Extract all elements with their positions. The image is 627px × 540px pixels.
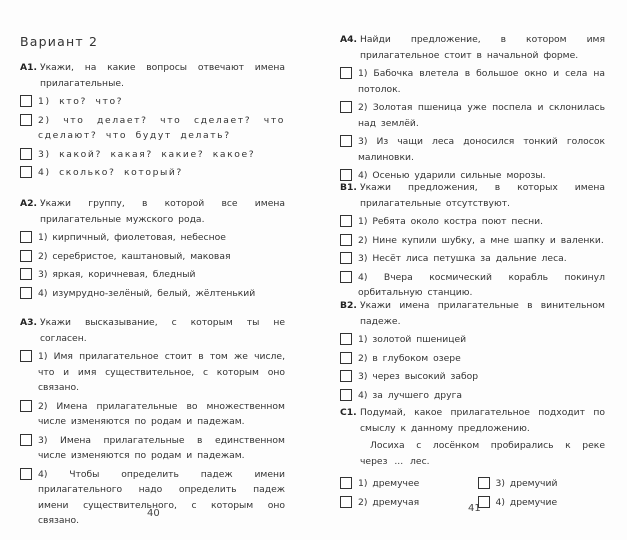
question-a2 [20, 196, 285, 301]
answer-option[interactable]: 2) Нине купили шубку, а мне шапку и валенки. [340, 233, 605, 249]
answer-option[interactable]: 4) дремучие [478, 495, 606, 511]
question-prompt: Укажи, на какие вопросы отвечают имена прилагательные. [40, 62, 285, 89]
checkbox[interactable] [340, 477, 352, 489]
answer-option[interactable]: 4) Вчера космический корабль покинул орбитальную станцию. [340, 270, 605, 301]
checkbox[interactable] [340, 252, 352, 264]
question-a1 [20, 60, 285, 181]
checkbox[interactable] [20, 166, 32, 178]
checkbox[interactable] [340, 496, 352, 508]
right-page [318, 0, 627, 540]
checkbox[interactable] [340, 234, 352, 246]
answer-option[interactable]: 1) Ребята около костра поют песни. [340, 214, 605, 230]
example-sentence: Лосиха с лосёнком пробирались к реке через ... лес. [360, 440, 605, 467]
checkbox[interactable] [20, 231, 32, 243]
answer-option[interactable]: 3) какой? какая? какие? какое? [20, 147, 285, 163]
question-number: B1. [340, 182, 357, 193]
question-prompt: Укажи имена прилагательные в винительном падеже. [360, 300, 605, 327]
answer-option[interactable]: 2) серебристое, каштановый, маковая [20, 249, 285, 265]
checkbox[interactable] [478, 477, 490, 489]
answer-option[interactable]: 3) Из чащи леса доносился тонкий голосок малиновки. [340, 134, 605, 165]
question-prompt: Укажи группу, в которой все имена прилагательные мужского рода. [40, 198, 285, 225]
answer-option[interactable]: 4) изумрудно-зелёный, белый, жёлтенький [20, 286, 285, 302]
question-number: A1. [20, 62, 37, 73]
checkbox[interactable] [20, 114, 32, 126]
question-number: C1. [340, 407, 357, 418]
answer-option[interactable]: 1) дремучее [340, 476, 468, 492]
question-number: A4. [340, 34, 357, 45]
checkbox[interactable] [20, 468, 32, 480]
answer-option[interactable]: 1) кто? что? [20, 94, 285, 110]
question-number: B2. [340, 300, 357, 311]
answer-option[interactable]: 1) Бабочка влетела в большое окно и села на потолок. [340, 66, 605, 97]
answer-option[interactable]: 1) золотой пшеницей [340, 332, 605, 348]
question-prompt: Укажи предложения, в которых имена прилагательные отсутствуют. [360, 182, 605, 209]
checkbox[interactable] [340, 215, 352, 227]
answer-option[interactable]: 4) сколько? который? [20, 165, 285, 181]
checkbox[interactable] [340, 352, 352, 364]
checkbox[interactable] [340, 101, 352, 113]
question-a4 [340, 32, 605, 184]
checkbox[interactable] [340, 135, 352, 147]
left-page [0, 0, 310, 540]
answer-option[interactable]: 3) Имена прилагательные в единственном числе изменяются по родам и падежам. [20, 433, 285, 464]
answer-option[interactable]: 1) кирпичный, фиолетовая, небесное [20, 230, 285, 246]
checkbox[interactable] [20, 400, 32, 412]
checkbox[interactable] [340, 333, 352, 345]
answer-option[interactable]: 2) дремучая [340, 495, 468, 511]
checkbox[interactable] [340, 67, 352, 79]
answer-option[interactable]: 2) Золотая пшеница уже поспела и склонилась над землёй. [340, 100, 605, 131]
question-prompt: Найди предложение, в котором имя прилагательное стоит в начальной форме. [360, 34, 605, 61]
variant-title: Вариант 2 [20, 34, 99, 49]
checkbox[interactable] [340, 370, 352, 382]
question-prompt: Укажи высказывание, с которым ты не согласен. [40, 317, 285, 344]
answer-option[interactable]: 3) дремучий [478, 476, 606, 492]
answer-option[interactable]: 2) в глубоком озере [340, 351, 605, 367]
answer-option[interactable]: 3) через высокий забор [340, 369, 605, 385]
answer-option[interactable]: 4) Осенью ударили сильные морозы. [340, 168, 605, 184]
question-b2 [340, 298, 605, 403]
page-number: 40 [147, 508, 160, 519]
checkbox[interactable] [340, 271, 352, 283]
checkbox[interactable] [20, 268, 32, 280]
answer-option[interactable]: 3) Несёт лиса петушка за дальние леса. [340, 251, 605, 267]
question-c1 [340, 405, 605, 510]
checkbox[interactable] [20, 95, 32, 107]
question-a3 [20, 315, 285, 529]
question-prompt: Подумай, какое прилагательное подходит по смыслу к данному предложению. [360, 407, 605, 434]
answer-option[interactable]: 3) яркая, коричневая, бледный [20, 267, 285, 283]
checkbox[interactable] [20, 250, 32, 262]
answer-option[interactable]: 4) за лучшего друга [340, 388, 605, 404]
answer-option[interactable]: 2) Имена прилагательные во множественном числе изменяются по родам и падежам. [20, 399, 285, 430]
answer-option[interactable]: 1) Имя прилагательное стоит в том же числе, что и имя существительное, с которым оно связано. [20, 349, 285, 396]
checkbox[interactable] [20, 148, 32, 160]
checkbox[interactable] [20, 434, 32, 446]
question-number: A3. [20, 317, 37, 328]
checkbox[interactable] [20, 350, 32, 362]
question-number: A2. [20, 198, 37, 209]
question-b1 [340, 180, 605, 301]
answer-option[interactable]: 4) Чтобы определить падеж имени прилагательного надо определить падеж имени существительного, с которым оно связано. [20, 467, 285, 529]
answer-option[interactable]: 2) что делает? что сделает? что сделают? что будут делать? [20, 113, 285, 144]
page-number: 41 [468, 503, 481, 514]
checkbox[interactable] [340, 389, 352, 401]
checkbox[interactable] [20, 287, 32, 299]
